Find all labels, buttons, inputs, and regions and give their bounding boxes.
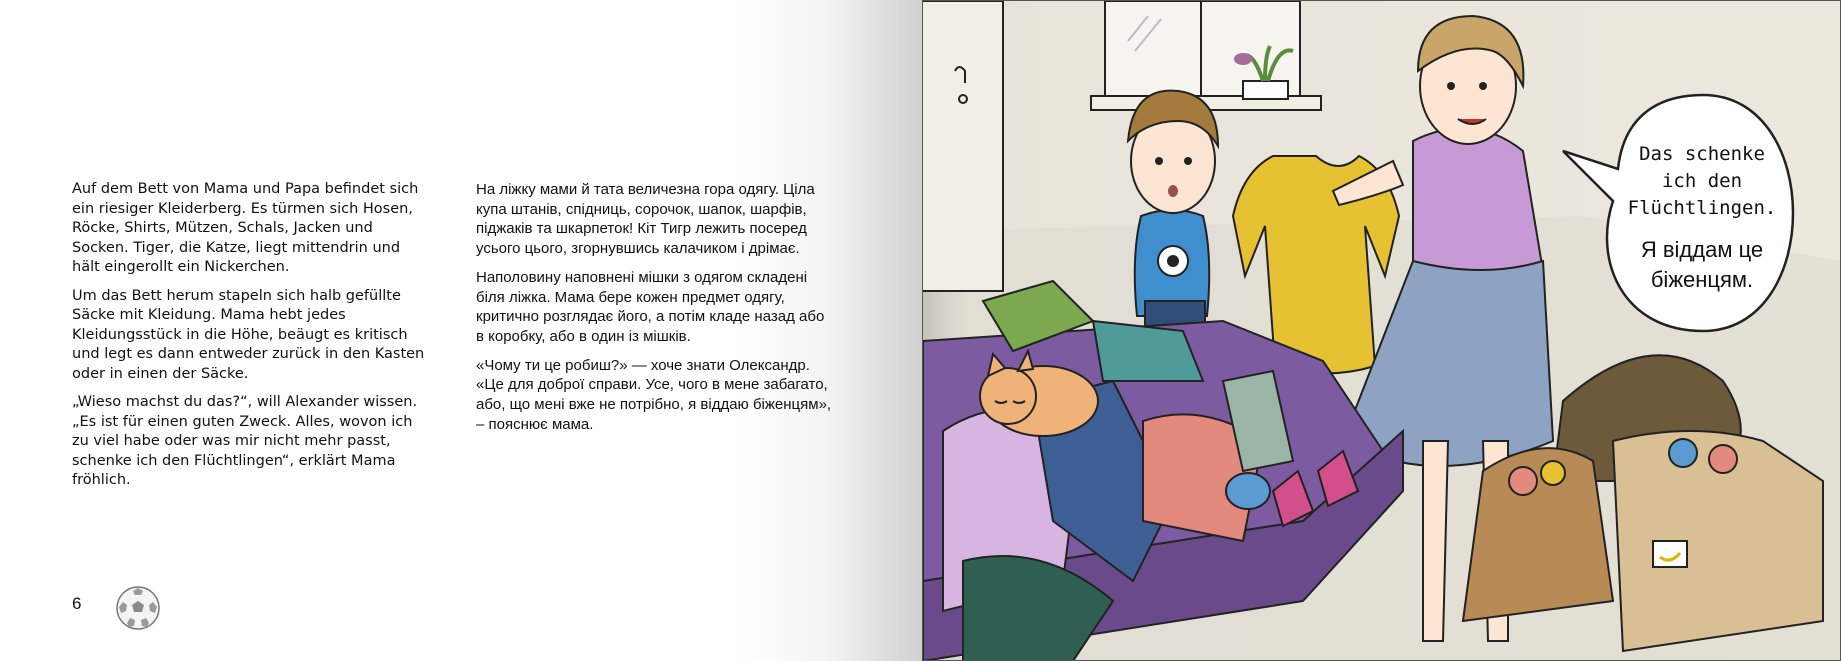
window: [1091, 1, 1321, 110]
speech-bubble-ukrainian: [1591, 235, 1813, 295]
illustration-page: [922, 0, 1841, 661]
ukrainian-paragraph-3: «Чому ти це робиш?» — хоче знати Олександр. «Це для доброї справи. Усе, чого в мене забагато, або, що мені вже не потрібно, я віддаю біженцям», – пояснює мама.: [476, 356, 832, 433]
speech-bubble-ukrainian-line: біженцям.: [1650, 267, 1754, 292]
ukrainian-paragraph-2: Наполовину наповнені мішки з одягом складені біля ліжка. Мама бере кожен предмет одягу, критично розглядає його, а потім кладе назад або в коробку, або в один із мішків.: [476, 268, 825, 345]
speech-bubble-ukrainian-line: Я віддам це: [1640, 237, 1764, 262]
german-text-column: [72, 180, 432, 500]
german-paragraph-1: Auf dem Bett von Mama und Papa befindet sich ein riesiger Kleiderberg. Es türmen sich Hosen, Röcke, Shirts, Mützen, Schals, Jacken und Socken. Tiger, die Katze, liegt mittendrin und hält eingerollt ein Nickerchen.: [72, 181, 419, 275]
speech-bubble-german-line: ich den: [1661, 170, 1743, 192]
speech-bubble-german: [1591, 141, 1813, 222]
german-paragraph-3: „Wieso machst du das?“, will Alexander wissen. „Es ist für einen guten Zweck. Alles, wovon ich zu viel habe oder was mir nicht mehr passt, schenke ich den Flüchtlingen“, erklärt Mama fröhlich.: [72, 394, 418, 488]
ukrainian-text-column: [476, 180, 836, 443]
speech-bubble-german-line: Flüchtlingen.: [1627, 197, 1777, 219]
soccer-ball-icon: [115, 585, 161, 631]
door: [923, 1, 1003, 291]
speech-bubble: [1591, 93, 1813, 325]
page-number: 6: [72, 594, 82, 613]
german-paragraph-2: Um das Bett herum stapeln sich halb gefüllte Säcke mit Kleidung. Mama hebt jedes Kleidungsstück in die Höhe, beäugt es kritisch und legt es dann entweder zurück in den Kasten oder in einen der Säcke.: [72, 287, 425, 382]
ukrainian-paragraph-1: На ліжку мами й тата величезна гора одягу. Ціла купа штанів, спідниць, сорочок, шапок, шарфів, піджаків та шкарпеток! Кіт Тигр лежить посеред усього цього, згорнувшись калачиком і дрімає.: [476, 181, 815, 258]
speech-bubble-german-line: Das schenke: [1639, 143, 1765, 165]
